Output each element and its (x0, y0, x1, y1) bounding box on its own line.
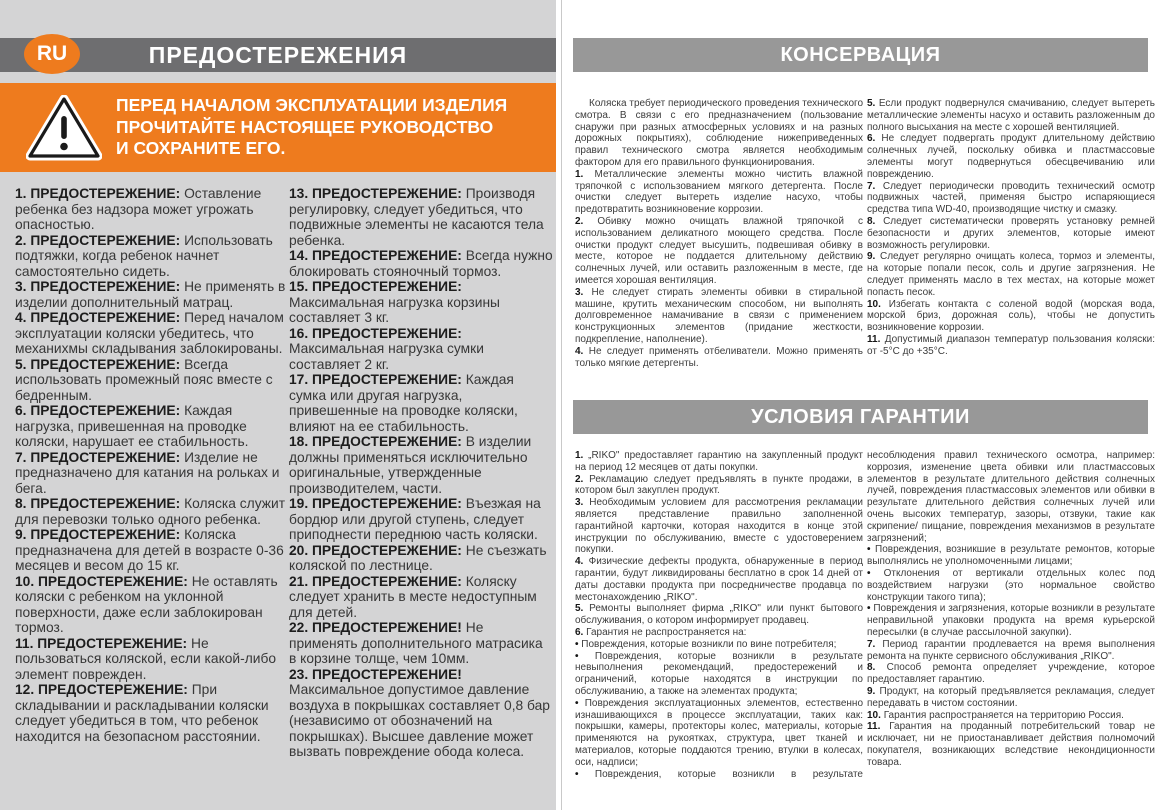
maintenance-item-7: 7. Следует периодически проводить технический осмотр подвижных частей, применяя быстро испаряющиеся средства типа WD-40, производящие чистку и смазку. (867, 180, 1155, 216)
read-manual-notice (0, 83, 556, 172)
warranty-item-6: 6. Гарантия не распространяется на: (575, 626, 747, 638)
warranty-header-bar (573, 400, 1148, 434)
warning-item-17: 17. ПРЕДОСТЕРЕЖЕНИЕ: Каждая сумка или другая нагрузка, привешенные на проводке коляски, влияют на ее стабильность. (289, 372, 518, 434)
maintenance-item-9: 9. Следует регулярно очищать колеса, тормоз и элементы, на которые попали песок, соль и другие загрязнения. Не следует применять масло в тех местах, на которые может попасть песок. (867, 251, 1155, 298)
warranty-title: УСЛОВИЯ ГАРАНТИИ (751, 406, 970, 428)
warning-item-19: 19. ПРЕДОСТЕРЕЖЕНИЕ: Въезжая на бордюр или другой ступень, следует приподнести переднюю часть коляски. (289, 496, 541, 542)
warranty-item-10: 10. Гарантия распространяется на территорию Россия. (867, 709, 1124, 721)
warning-item-23: 23. ПРЕДОСТЕРЕЖЕНИЕ! Максимальное допустимое давление воздуха в покрышках составляет 0,8 бар (независимо от обозначений на покрышках). Высшее давление может вызвать повреждение обода колеса. (289, 666, 550, 759)
warranty-bullet-1: • Повреждения, которые возникли по вине потребителя; (575, 638, 837, 650)
maintenance-item-1: 1. Металлические элементы можно чистить влажной тряпочкой с использованием мягкого детергента. После очистки следует вытереть изделие насухо, чтобы предотвратить возникновение коррозии. (575, 168, 864, 216)
warning-item-6: 6. ПРЕДОСТЕРЕЖЕНИЕ: Каждая нагрузка, привешенная на проводке коляски, нарушает ее стабильность. (15, 403, 249, 449)
warranty-column-2 (867, 450, 1155, 769)
warnings-column-1 (15, 186, 286, 744)
maintenance-item-2: 2. Обивку можно очищать влажной тряпочкой с использованием деликатного моющего средства. После очистки продукт следует высушить, подвешивая обивку в месте, которое не поддается длительному действию солнечных лучей, или оставить разложенным в месте, где имеется хорошая вентиляция. (575, 215, 863, 286)
warranty-bullet-6: • Отклонения от вертикали отдельных колес под воздействием нагрузки (это нормальное свойство конструкции такого типа); (867, 567, 1155, 603)
warranty-bullet-5: • Повреждения, возникшие в результате ремонтов, которые выполнялись не уполномоченными лицами; (867, 544, 1155, 568)
warranty-bullet-4: • Повреждения, которые возникли в результате (575, 768, 863, 780)
maintenance-item-6: 6. Не следует подвергать продукт длительному действию солнечных лучей, поскольку обивка и пластмассовые элементы могут подвернуться обесцвечиванию или повреждению. (867, 133, 1156, 180)
warning-item-5: 5. ПРЕДОСТЕРЕЖЕНИЕ: Всегда использовать промежный пояс вместе с бедренным. (15, 356, 273, 403)
warranty-item-3: 3. Необходимым условием для рассмотрения рекламации является представление правильно заполненной гарантийной карточки, которая находится в конце этой инструкции по обслуживанию, вместе с удостоверением покупки. (575, 497, 863, 556)
warranty-item-11: 11. Гарантия на проданный потребительский товар не исключает, ни не приостанавливает действия полномочий покупателя, возникающих вследствие некондиционности товара. (867, 721, 1156, 768)
warning-item-7: 7. ПРЕДОСТЕРЕЖЕНИЕ: Изделие не предназначено для катания на рольках и бега. (15, 449, 280, 496)
warnings-page-title: ПРЕДОСТЕРЕЖЕНИЯ (148, 42, 408, 68)
maintenance-item-8: 8. Следует систематически проверять установку ремней безопасности и других элементов, которые имеют возможность регулировки. (867, 215, 1155, 251)
warning-item-2: 2. ПРЕДОСТЕРЕЖЕНИЕ: Использовать подтяжки, когда ребенок начнет самостоятельно сидеть. (15, 232, 273, 279)
ru-language-label: RU (36, 42, 68, 65)
maintenance-intro: Коляска требует периодического проведения технического смотра. В связи с его предназначением (пользование снаружи при разных атмосферных условиях и на разных дорожных покрытиях), соблюдение нижеприведенных правил технического смотра является необходимым фактором для его правильного функционирования. (575, 98, 863, 168)
warning-item-22: 22. ПРЕДОСТЕРЕЖЕНИЕ! Не применять дополнительного матрасика в корзине толще, чем 10мм. (289, 620, 543, 666)
warning-item-10: 10. ПРЕДОСТЕРЕЖЕНИЕ: Не оставлять коляски с ребенком на уклонной поверхности, даже если заблокирован тормоз. (15, 573, 278, 635)
maintenance-item-5: 5. Если продукт подвернулся смачиванию, следует вытереть металлические элементы насухо и оставить разложенным до полного высыхания на месте с хорошей вентиляцией. (867, 98, 1155, 133)
warranty-bullet-4-continued: несоблюдения правил технического осмотра, например: коррозия, изменение цвета обивки или пластмассовых элементов в результате длительного действия солнечных лучей, повреждения пластмассовых элементов или обивки в результате длительного действия солнечных лучей или очень высоких температур, зазоры, отзвуки, такие как скрипение/ пищание, повреждения механизмов в результате загрязнений; (867, 450, 1155, 544)
maintenance-column-1 (575, 98, 863, 369)
maintenance-title: КОНСЕРВАЦИЯ (780, 44, 941, 66)
ru-language-badge (24, 34, 80, 74)
warranty-item-9: 9. Продукт, на который предъявляется рекламация, следует передавать в чистом состоянии. (867, 685, 1155, 709)
maintenance-column-2 (867, 98, 1155, 358)
warning-item-8: 8. ПРЕДОСТЕРЕЖЕНИЕ: Коляска служит для перевозки только одного ребенка. (15, 496, 286, 527)
maintenance-item-11: 11. Допустимый диапазон температур пользования коляски: от -5°C до +35°C. (867, 333, 1156, 357)
warranty-bullet-7: • Повреждения и загрязнения, которые возникли в результате неправильной упаковки продукта на время курьерской пересылки (в случае рассылочной закупки). (867, 603, 1156, 638)
maintenance-header-bar (573, 38, 1148, 72)
maintenance-item-10: 10. Избегать контакта с соленой водой (морская вода, морской бриз, дорожная соль), чтобы не допустить возникновение коррозии. (867, 298, 1155, 334)
warranty-item-8: 8. Способ ремонта определяет учреждение, которое предоставляет гарантию. (867, 662, 1155, 686)
warranty-item-7: 7. Период гарантии продлевается на время выполнения ремонта на пункте сервисного обслуживания „RIKO". (867, 638, 1155, 662)
warning-item-4: 4. ПРЕДОСТЕРЕЖЕНИЕ: Перед началом эксплуатации коляски убедитесь, что механихмы складывания заблокированы. (15, 310, 284, 356)
warning-item-16: 16. ПРЕДОСТЕРЕЖЕНИЕ: Максимальная нагрузка сумки составляет 2 кг. (289, 325, 484, 372)
maintenance-item-3: 3. Не следует стирать элементы обивки в стиральной машине, крутить механическим способом, ни выполнять долговременное намачивание в связи с применением конструкционных элементов (придание жесткости, подкрепление, наполнение). (575, 286, 863, 345)
warning-item-3: 3. ПРЕДОСТЕРЕЖЕНИЕ: Не применять в изделии дополнительный матрац. (15, 279, 286, 310)
warranty-item-1: 1. „RIKO" предоставляет гарантию на закупленный продукт на период 12 месяцев от даты покупки. (575, 450, 863, 473)
warranty-item-4: 4. Физические дефекты продукта, обнаруженные в период гарантии, будут ликвидированы бесплатно в срок 14 дней от даты доставки продукта при посредничестве продавца по местонахождению „RIKO". (575, 556, 864, 603)
read-manual-notice-text: ПЕРЕД НАЧАЛОМ ЭКСПЛУАТАЦИИ ИЗДЕЛИЯ ПРОЧИТАЙТЕ НАСТОЯЩЕЕ РУКОВОДСТВО И СОХРАНИТЕ ЕГО. (116, 95, 508, 159)
warning-item-9: 9. ПРЕДОСТЕРЕЖЕНИЕ: Коляска предназначена для детей в возрасте 0-36 месяцев и весом до 15 кг. (15, 527, 284, 573)
warning-item-14: 14. ПРЕДОСТЕРЕЖЕНИЕ: Всегда нужно блокировать стояночный тормоз. (289, 248, 553, 279)
warning-item-13: 13. ПРЕДОСТЕРЕЖЕНИЕ: Производя регулировку, следует убедиться, что подвижные элементы не касаются тела ребенка. (289, 186, 544, 248)
warranty-column-1 (575, 450, 863, 780)
maintenance-item-4: 4. Не следует применять отбеливатели. Можно применять только мягкие детергенты. (575, 345, 863, 369)
warranty-bullet-2: • Повреждения, которые возникли в результате невыполнения рекомендаций, предостережений и ограничений, которые находятся в инструкции по обслуживанию, а также на элементах продукта; (575, 650, 863, 697)
warning-item-21: 21. ПРЕДОСТЕРЕЖЕНИЕ: Коляску следует хранить в месте недоступным для детей. (289, 573, 537, 620)
warning-triangle-icon (26, 95, 102, 161)
warranty-item-2: 2. Рекламацию следует предъявлять в пункте продажи, в котором был закуплен продукт. (575, 473, 863, 497)
warning-item-12: 12. ПРЕДОСТЕРЕЖЕНИЕ: При складывании и раскладывании коляски следует убедиться в том, что ребенок находится на безопасном расстоянии. (15, 682, 269, 744)
warranty-item-5: 5. Ремонты выполняет фирма „RIKO" или пункт бытового обслуживания, о котором информирует продавец. (575, 603, 863, 627)
warning-item-1: 1. ПРЕДОСТЕРЕЖЕНИЕ: Оставление ребенка без надзора может угрожать опасностью. (15, 186, 262, 232)
warnings-column-2 (289, 186, 553, 760)
warning-item-18: 18. ПРЕДОСТЕРЕЖЕНИЕ: В изделии должны применяться исключительно оригинальные, утвержденные производителем, части. (289, 434, 532, 496)
warranty-bullet-3: • Повреждения эксплуатационных элементов, естественно изнашивающихся в процессе эксплуатации, таких как: покрышки, камеры, протекторы колес, материалы, которые применяются на рукоятках, структура, цвет тканей и материалов, которые поддаются трению, втулки в колесах, оси, надписи; (575, 697, 864, 768)
care-warranty-page (562, 0, 1160, 810)
warning-item-11: 11. ПРЕДОСТЕРЕЖЕНИЕ: Не пользоваться коляской, если какой-либо элемент поврежден. (15, 635, 277, 682)
warnings-header-bar (0, 38, 556, 72)
warning-item-15: 15. ПРЕДОСТЕРЕЖЕНИЕ: Максимальная нагрузка корзины составляет 3 кг. (289, 279, 500, 325)
warning-item-20: 20. ПРЕДОСТЕРЕЖЕНИЕ: Не съезжать коляской по лестнице. (289, 542, 547, 573)
warnings-page (0, 0, 556, 810)
